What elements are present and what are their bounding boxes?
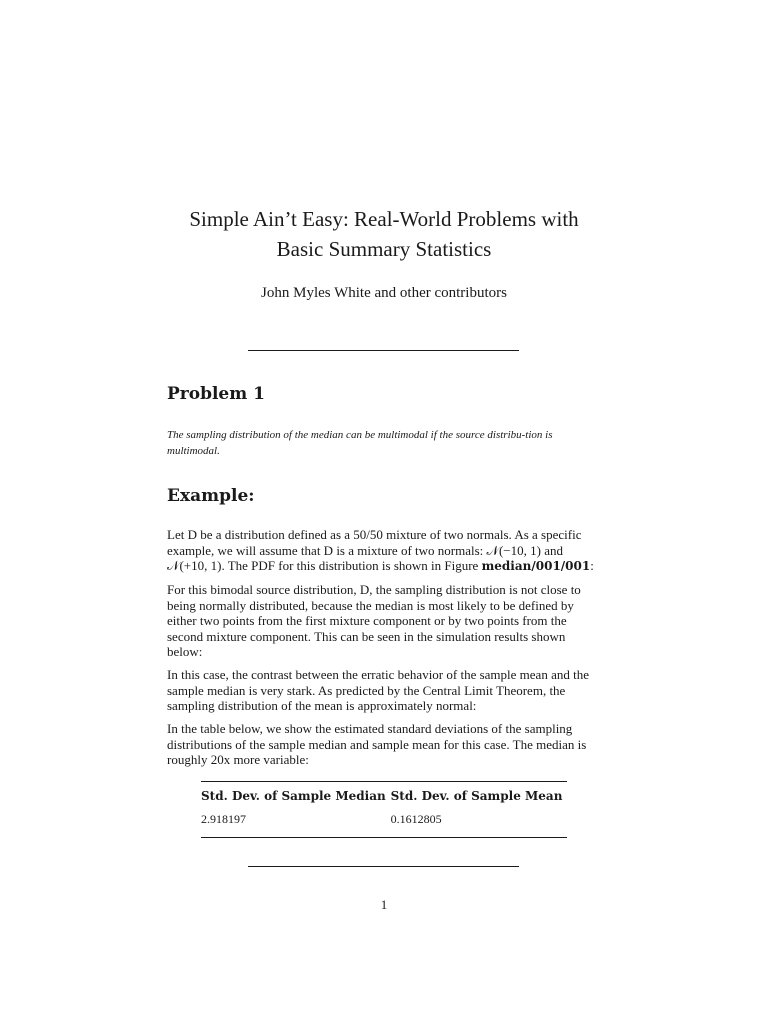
paragraph-1 <box>167 527 601 575</box>
title-line-1: Simple Ain’t Easy: Real-World Problems with <box>189 207 579 231</box>
problem-statement: The sampling distribution of the median can be multimodal if the source distribu-tion is multimodal. <box>167 429 553 457</box>
paragraph-3: In this case, the contrast between the erratic behavior of the sample mean and the sample median is very stark. As predicted by the Central Limit Theorem, the sampling distribution of the mean is approximately normal: <box>167 667 589 713</box>
paragraph-1-end: : <box>590 558 594 573</box>
table-header-median: Std. Dev. of Sample Median <box>201 789 386 803</box>
std-dev-table <box>201 781 567 838</box>
paper-title <box>0 204 768 264</box>
author-line: John Myles White and other contributors <box>261 285 507 301</box>
bottom-divider <box>248 866 519 867</box>
paragraph-4: In the table below, we show the estimated standard deviations of the sampling distributions of the sample median and sample mean for this case. The median is roughly 20x more variable: <box>167 721 587 767</box>
table-cell-mean: 0.1612805 <box>390 812 442 826</box>
figure-reference: median/001/001 <box>481 559 591 573</box>
table-cell-median: 2.918197 <box>201 812 246 826</box>
paragraph-2: For this bimodal source distribution, D, the sampling distribution is not close to being normally distributed, because the median is most likely to be defined by either two points from the first mixture component or by two points from the second mixture component. This can be seen in the simulation results shown below: <box>167 582 581 659</box>
title-line-2: Basic Summary Statistics <box>276 237 492 261</box>
problem-heading: Problem 1 <box>167 384 265 404</box>
table-row <box>201 808 567 838</box>
paragraph-1-text: Let D be a distribution defined as a 50/50 mixture of two normals. As a specific example, we will assume that D is a mixture of two normals: 𝒩(−10, 1) and 𝒩(+10, 1). The PDF for this distribution is shown in Figure <box>167 527 582 573</box>
top-divider <box>248 350 519 351</box>
example-heading: Example: <box>167 486 255 506</box>
table-header-row <box>201 782 567 809</box>
page-number: 1 <box>380 897 388 912</box>
table-header-mean: Std. Dev. of Sample Mean <box>390 789 563 803</box>
